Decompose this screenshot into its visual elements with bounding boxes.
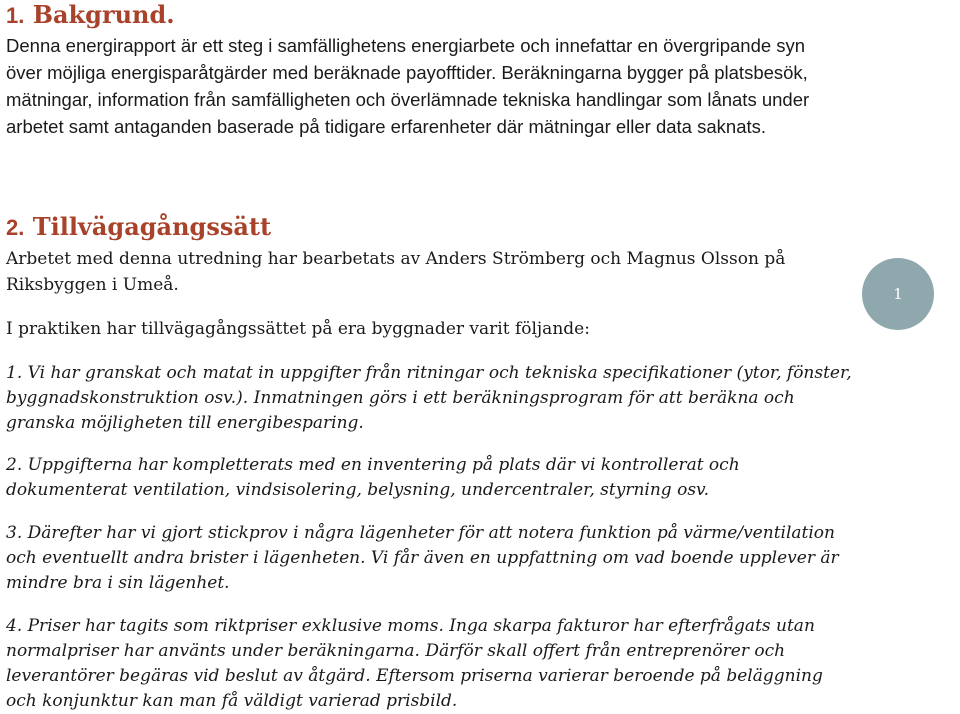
section-1-heading <box>6 1 175 30</box>
step-4: 4. Priser har tagits som riktpriser exklusive moms. Inga skarpa fakturor har efterfrågats utan normalpriser har använts under beräkningarna. Därför skall offert från entreprenörer och leverantörer begäras vid beslut av åtgärd. Eftersom priserna varierar beroende på beläggning och konjunktur kan man få väldigt varierad prisbild. <box>6 616 823 711</box>
section-2-heading <box>6 213 271 242</box>
section-2-number: 2. <box>6 215 25 240</box>
section-2-title: Tillvägagångssätt <box>32 212 272 241</box>
step-1: 1. Vi har granskat och matat in uppgifter från ritningar och tekniska specifikationer (ytor, fönster, byggnadskonstruktion osv.). Inmatningen görs i ett beräkningsprogram för att beräkna och granska möjligheten till energibesparing. <box>6 363 852 433</box>
step-3: 3. Därefter har vi gjort stickprov i några lägenheter för att notera funktion på värme/ventilation och eventuellt andra brister i lägenheten. Vi får även en uppfattning om vad boende upplever är mindre bra i sin lägenhet. <box>6 523 839 593</box>
section-1-body: Denna energirapport är ett steg i samfällighetens energiarbete och innefattar en övergripande syn över möjliga energisparåtgärder med beräknade payofftider. Beräkningarna bygger på platsbesök, mätningar, information från samfälligheten och överlämnade tekniska handlingar som lånats under arbetet samt antaganden baserade på tidigare erfarenheter där mätningar eller data saknats. <box>6 35 810 137</box>
page-number-badge <box>862 258 934 330</box>
section-1-title: Bakgrund. <box>32 0 175 29</box>
section-1-number: 1. <box>6 3 25 28</box>
section-2-intro: Arbetet med denna utredning har bearbetats av Anders Strömberg och Magnus Olsson på Riksbyggen i Umeå. <box>6 249 786 295</box>
page-number: 1 <box>893 285 903 303</box>
section-2-lead: I praktiken har tillvägagångssättet på era byggnader varit följande: <box>6 319 590 339</box>
step-2: 2. Uppgifterna har kompletterats med en inventering på plats där vi kontrollerat och dokumenterat ventilation, vindsisolering, belysning, undercentraler, styrning osv. <box>6 455 740 500</box>
